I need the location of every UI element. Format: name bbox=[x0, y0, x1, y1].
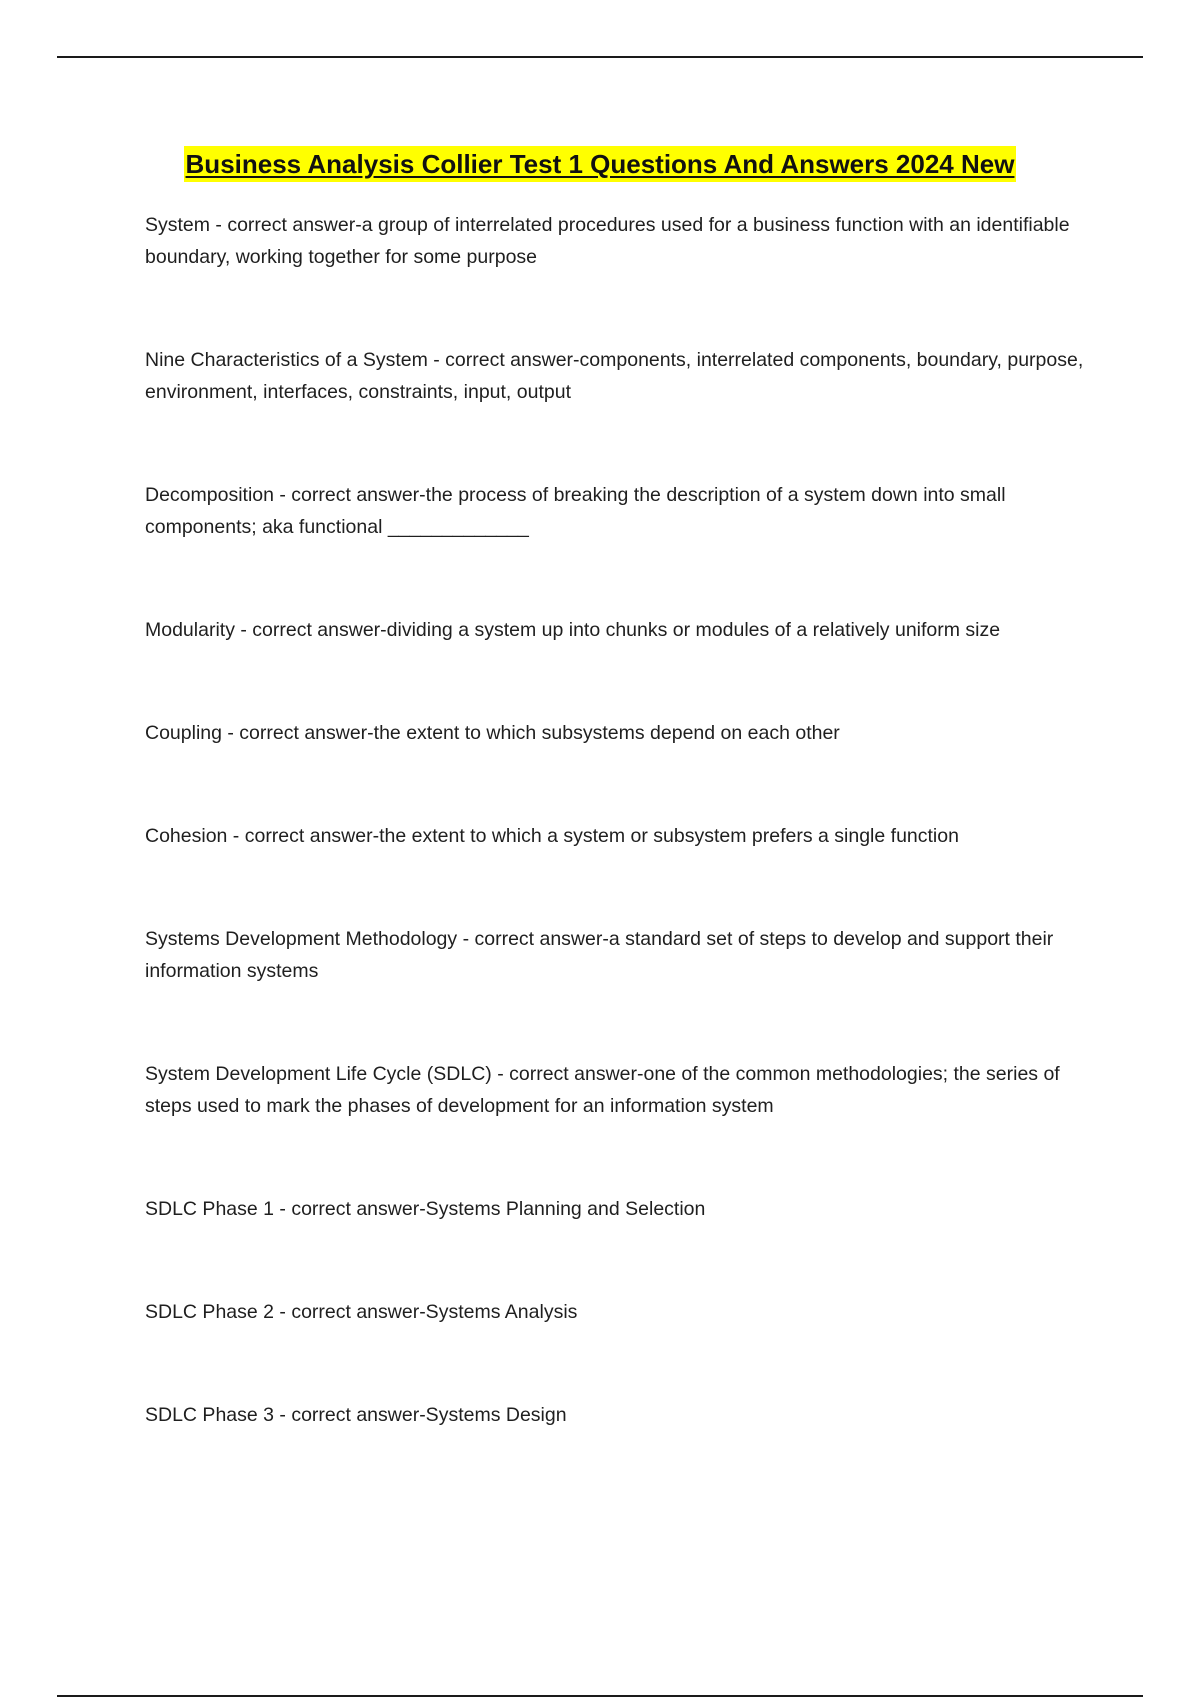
footer-rule bbox=[57, 1695, 1143, 1697]
qa-list bbox=[145, 209, 1095, 1502]
qa-item-nine-characteristics: Nine Characteristics of a System - correct answer-components, interrelated components, boundary, purpose, environment, interfaces, constraints, input, output bbox=[145, 349, 1084, 403]
qa-item-system: System - correct answer-a group of interrelated procedures used for a business function with an identifiable boundary, working together for some purpose bbox=[145, 214, 1070, 268]
document-title: Business Analysis Collier Test 1 Questions And Answers 2024 New bbox=[184, 146, 1017, 182]
qa-item-modularity: Modularity - correct answer-dividing a system up into chunks or modules of a relatively uniform size bbox=[145, 619, 1001, 641]
title-container bbox=[0, 146, 1200, 182]
header-rule bbox=[57, 56, 1143, 58]
qa-item-sdlc-phase-1: SDLC Phase 1 - correct answer-Systems Planning and Selection bbox=[145, 1198, 706, 1220]
qa-item-sdlc-phase-2: SDLC Phase 2 - correct answer-Systems Analysis bbox=[145, 1301, 578, 1323]
qa-item-sdlc-phase-3: SDLC Phase 3 - correct answer-Systems Design bbox=[145, 1404, 567, 1426]
qa-item-sdlc: System Development Life Cycle (SDLC) - correct answer-one of the common methodologies; the series of steps used to mark the phases of development for an information system bbox=[145, 1063, 1060, 1117]
qa-item-sdm: Systems Development Methodology - correct answer-a standard set of steps to develop and support their information systems bbox=[145, 928, 1054, 982]
qa-item-coupling: Coupling - correct answer-the extent to which subsystems depend on each other bbox=[145, 722, 840, 744]
qa-item-cohesion: Cohesion - correct answer-the extent to which a system or subsystem prefers a single function bbox=[145, 825, 959, 847]
qa-item-decomposition: Decomposition - correct answer-the process of breaking the description of a system down into small components; aka functional _____________ bbox=[145, 484, 1006, 538]
